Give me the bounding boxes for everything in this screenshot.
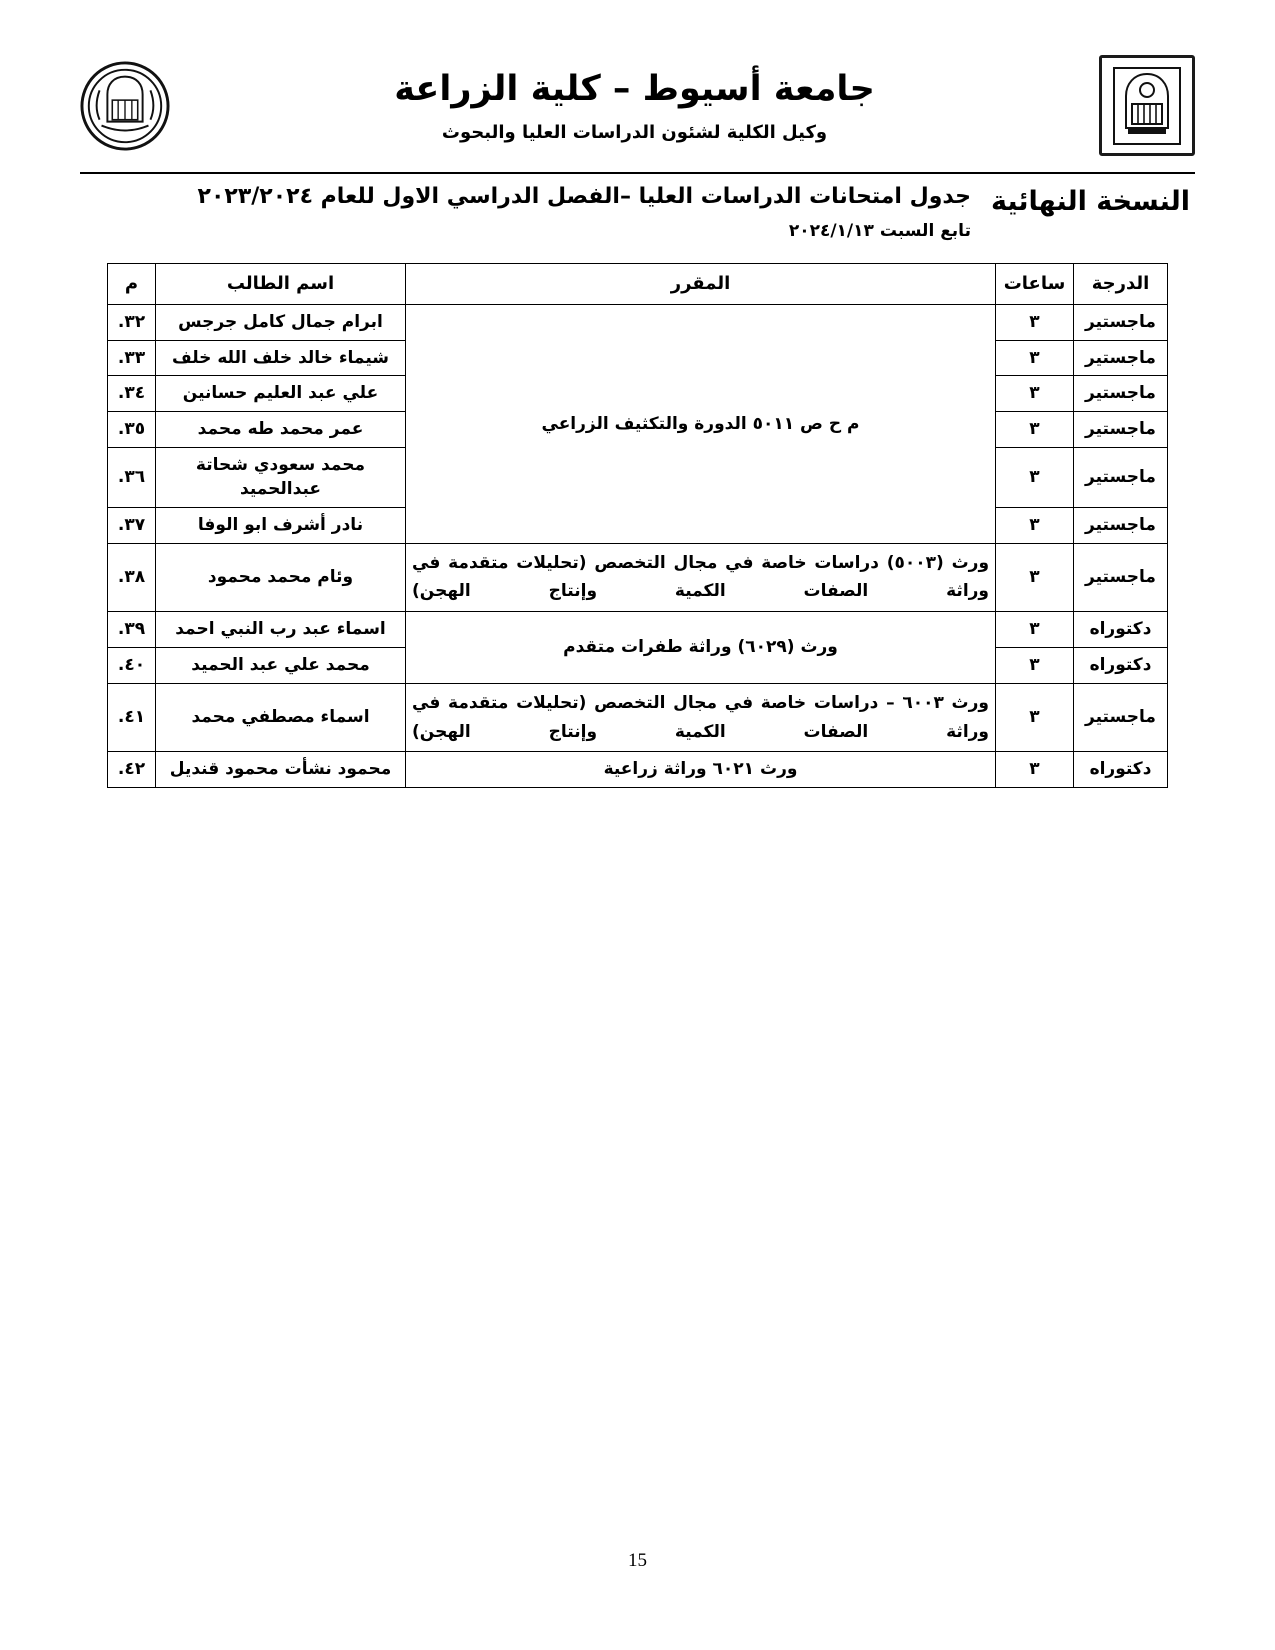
cell-hours: ٣ [996,305,1074,341]
cell-course: ورث (٦٠٢٩) وراثة طفرات متقدم [406,612,996,683]
cell-course: م ح ص ٥٠١١ الدورة والتكثيف الزراعي [406,305,996,543]
cell-student: عمر محمد طه محمد [156,412,406,448]
cell-student: اسماء مصطفي محمد [156,683,406,752]
cell-hours: ٣ [996,648,1074,684]
assiut-university-crest-icon [1099,55,1195,156]
cell-hours: ٣ [996,683,1074,752]
cell-student: محمد علي عبد الحميد [156,648,406,684]
schedule-title: جدول امتحانات الدراسات العليا –الفصل الدراسي الاول للعام ٢٠٢٣/٢٠٢٤ [197,184,971,209]
cell-degree: ماجستير [1074,376,1168,412]
cell-hours: ٣ [996,543,1074,612]
cell-course: ورث ٦٠٠٣ – دراسات خاصة في مجال التخصص (تحليلات متقدمة في وراثة الصفات الكمية وإنتاج الهجن) [406,683,996,752]
cell-degree: ماجستير [1074,543,1168,612]
faculty-subtitle: وكيل الكلية لشئون الدراسات العليا والبحوث [441,121,828,143]
cell-number: ٤٢. [108,752,156,788]
university-title: جامعة أسيوط – كلية الزراعة [394,69,875,110]
cell-student: اسماء عبد رب النبي احمد [156,612,406,648]
cell-student: علي عبد العليم حسانين [156,376,406,412]
cell-number: ٣٣. [108,340,156,376]
header-title-block [170,68,1099,143]
cell-hours: ٣ [996,752,1074,788]
cell-degree: ماجستير [1074,683,1168,752]
table-row [108,683,1168,752]
cell-student: محمد سعودي شحاتة عبدالحميد [156,447,406,507]
exam-schedule-table [107,263,1168,788]
cell-number: ٣٥. [108,412,156,448]
cell-degree: ماجستير [1074,340,1168,376]
page-number: 15 [628,1550,647,1571]
cell-student: ابرام جمال كامل جرجس [156,305,406,341]
faculty-of-agriculture-crest-icon [80,58,170,153]
cell-student: محمود نشأت محمود قنديل [156,752,406,788]
cell-degree: دكتوراه [1074,648,1168,684]
cell-student: شيماء خالد خلف الله خلف [156,340,406,376]
column-header-student: اسم الطالب [156,264,406,305]
cell-degree: دكتوراه [1074,612,1168,648]
cell-degree: ماجستير [1074,305,1168,341]
cell-hours: ٣ [996,447,1074,507]
table-header-row [108,264,1168,305]
column-header-number: م [108,264,156,305]
table-row [108,612,1168,648]
cell-student: نادر أشرف ابو الوفا [156,507,406,543]
cell-hours: ٣ [996,376,1074,412]
cell-number: ٣٢. [108,305,156,341]
column-header-hours: ساعات [996,264,1074,305]
table-row [108,305,1168,341]
column-header-course: المقرر [406,264,996,305]
cell-number: ٣٦. [108,447,156,507]
column-header-degree: الدرجة [1074,264,1168,305]
cell-hours: ٣ [996,507,1074,543]
cell-number: ٣٧. [108,507,156,543]
cell-number: ٤٠. [108,648,156,684]
table-row [108,543,1168,612]
cell-hours: ٣ [996,412,1074,448]
cell-degree: ماجستير [1074,507,1168,543]
cell-course: ورث ٦٠٢١ وراثة زراعية [406,752,996,788]
cell-number: ٣٩. [108,612,156,648]
cell-course: ورث (٥٠٠٣) دراسات خاصة في مجال التخصص (تحليلات متقدمة في وراثة الصفات الكمية وإنتاج الهجن) [406,543,996,612]
cell-degree: ماجستير [1074,412,1168,448]
header-divider [80,172,1195,174]
document-header [0,0,1275,156]
subheader-row [95,184,1190,241]
table-row [108,752,1168,788]
schedule-title-block [95,184,991,241]
schedule-date: تابع السبت ٢٠٢٤/١/١٣ [788,221,971,241]
cell-student: وئام محمد محمود [156,543,406,612]
final-copy-label: النسخة النهائية [990,186,1190,217]
cell-degree: دكتوراه [1074,752,1168,788]
cell-number: ٣٨. [108,543,156,612]
cell-hours: ٣ [996,340,1074,376]
cell-hours: ٣ [996,612,1074,648]
cell-number: ٣٤. [108,376,156,412]
cell-number: ٤١. [108,683,156,752]
cell-degree: ماجستير [1074,447,1168,507]
